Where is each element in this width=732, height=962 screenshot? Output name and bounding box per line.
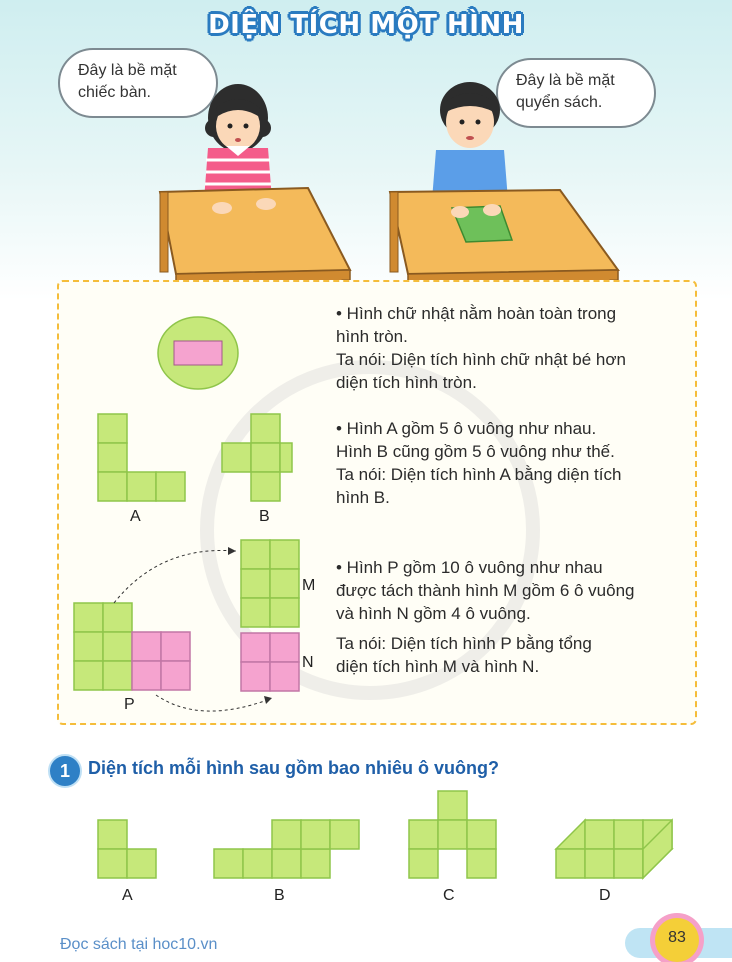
note-area-sum bbox=[336, 632, 676, 678]
page-title: DIỆN TÍCH MỘT HÌNH bbox=[208, 10, 524, 40]
exercise-shape-a bbox=[98, 820, 156, 878]
shape-a bbox=[98, 414, 185, 501]
circle-rectangle-figure bbox=[155, 315, 245, 395]
note-circle-rectangle bbox=[336, 302, 676, 394]
arrow-p-to-m bbox=[114, 550, 236, 603]
exercise-label-d: D bbox=[599, 887, 611, 904]
note-line: Hình B cũng gồm 5 ô vuông như thế. bbox=[336, 442, 615, 461]
arrow-p-to-n bbox=[156, 695, 270, 711]
note-line: và hình N gồm 4 ô vuông. bbox=[336, 604, 531, 623]
note-line: được tách thành hình M gồm 6 ô vuông bbox=[336, 581, 635, 600]
note-line: • Hình P gồm 10 ô vuông như nhau bbox=[336, 558, 603, 577]
note-shapes-a-b bbox=[336, 417, 676, 509]
girl-speech-line-2: chiếc bàn. bbox=[78, 84, 151, 101]
shape-n bbox=[241, 633, 299, 691]
exercise-shape-c bbox=[409, 791, 496, 878]
boy-speech-line-2: quyển sách. bbox=[516, 94, 603, 111]
label-shape-m: M bbox=[302, 577, 316, 594]
note-line: hình B. bbox=[336, 488, 390, 507]
footer-link[interactable]: Đọc sách tại hoc10.vn bbox=[60, 936, 218, 953]
note-line: Ta nói: Diện tích hình A bằng diện tích bbox=[336, 465, 622, 484]
note-line: diện tích hình tròn. bbox=[336, 373, 477, 392]
note-line: hình tròn. bbox=[336, 327, 408, 346]
shape-b bbox=[222, 414, 292, 501]
exercise-label-c: C bbox=[443, 887, 455, 904]
exercise-label-a: A bbox=[122, 887, 133, 904]
note-line: Ta nói: Diện tích hình P bằng tổng bbox=[336, 634, 592, 653]
note-line: • Hình chữ nhật nằm hoàn toàn trong bbox=[336, 304, 617, 323]
boy-figure bbox=[432, 82, 508, 200]
children-tables-illustration bbox=[0, 60, 732, 300]
exercise-number-badge: 1 bbox=[48, 754, 82, 788]
note-shape-p-split bbox=[336, 556, 676, 625]
shape-p bbox=[74, 603, 132, 690]
label-shape-p: P bbox=[124, 696, 135, 713]
girl-figure bbox=[204, 84, 272, 200]
note-line: • Hình A gồm 5 ô vuông như nhau. bbox=[336, 419, 597, 438]
shape-m bbox=[241, 540, 299, 627]
exercise-shape-b bbox=[214, 820, 359, 878]
exercise-question: Diện tích mỗi hình sau gồm bao nhiêu ô vuông? bbox=[88, 758, 499, 778]
exercise-label-b: B bbox=[274, 887, 285, 904]
label-shape-a: A bbox=[130, 508, 141, 525]
girl-speech-line-1: Đây là bề mặt bbox=[78, 62, 177, 79]
note-line: Ta nói: Diện tích hình chữ nhật bé hơn bbox=[336, 350, 626, 369]
note-line: diện tích hình M và hình N. bbox=[336, 657, 540, 676]
page-number: 83 bbox=[668, 929, 686, 946]
shapes-a-b-figure bbox=[96, 410, 296, 505]
shapes-p-m-n-figure bbox=[70, 535, 320, 720]
label-shape-b: B bbox=[259, 508, 270, 525]
label-shape-n: N bbox=[302, 654, 314, 671]
boy-speech-line-1: Đây là bề mặt bbox=[516, 72, 615, 89]
exercise-shape-d bbox=[556, 820, 672, 878]
exercise-shapes-figure bbox=[90, 788, 710, 883]
